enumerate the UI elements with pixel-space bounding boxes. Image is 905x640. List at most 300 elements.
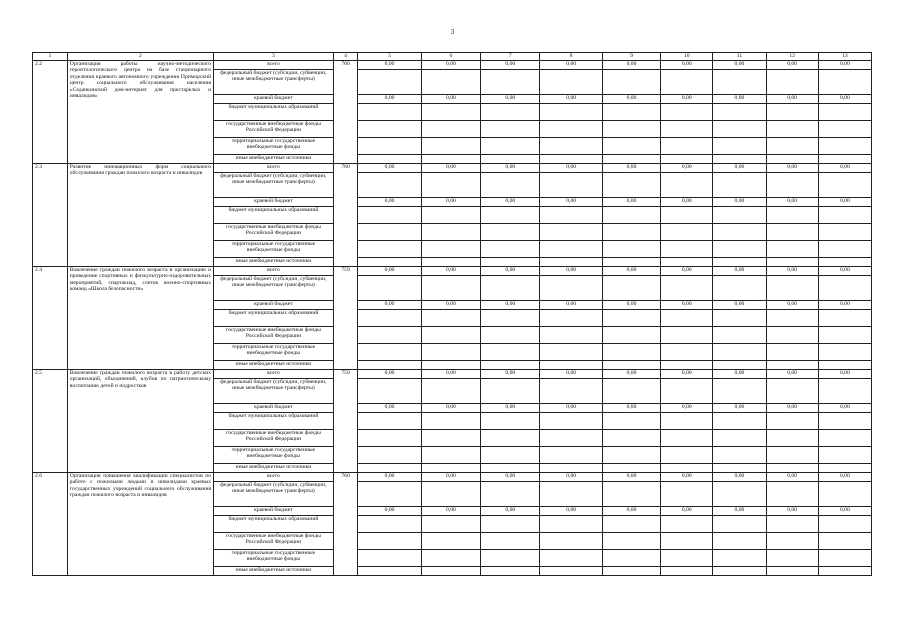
amount-cell: [358, 207, 421, 224]
amount-cell: [818, 533, 871, 550]
amount-cell: 0,00: [661, 95, 713, 104]
amount-cell: [602, 516, 660, 533]
amount-cell: [421, 482, 480, 507]
amount-cell: [421, 155, 480, 164]
amount-cell: 0,00: [818, 404, 871, 413]
amount-cell: 0,00: [766, 61, 818, 70]
amount-cell: [766, 310, 818, 327]
amount-cell: [481, 241, 540, 258]
amount-cell: [818, 567, 871, 576]
amount-cell: [421, 430, 480, 447]
amount-cell: 0,00: [602, 198, 660, 207]
amount-cell: [766, 121, 818, 138]
funding-source: федеральный бюджет (субсидии, субвенции, иные межбюджетные трансферты): [214, 70, 334, 95]
amount-cell: 0,00: [540, 370, 602, 379]
amount-cell: [421, 121, 480, 138]
amount-cell: [540, 516, 602, 533]
amount-cell: [818, 310, 871, 327]
amount-cell: [661, 344, 713, 361]
grbs-code: 760: [333, 164, 358, 267]
amount-cell: 0,00: [602, 370, 660, 379]
amount-cell: [602, 379, 660, 404]
amount-cell: [358, 224, 421, 241]
amount-cell: [358, 482, 421, 507]
column-header: 13: [818, 53, 871, 61]
amount-cell: [602, 413, 660, 430]
amount-cell: [540, 361, 602, 370]
amount-cell: [481, 104, 540, 121]
amount-cell: [421, 104, 480, 121]
amount-cell: [540, 258, 602, 267]
amount-cell: [602, 550, 660, 567]
amount-cell: [713, 310, 766, 327]
amount-cell: [421, 361, 480, 370]
amount-cell: [818, 516, 871, 533]
amount-cell: [358, 310, 421, 327]
amount-cell: [661, 379, 713, 404]
amount-cell: [766, 155, 818, 164]
amount-cell: [766, 173, 818, 198]
amount-cell: [481, 173, 540, 198]
amount-cell: [661, 310, 713, 327]
amount-cell: [421, 413, 480, 430]
amount-cell: [766, 241, 818, 258]
amount-cell: [713, 241, 766, 258]
amount-cell: 0,00: [481, 61, 540, 70]
amount-cell: [713, 482, 766, 507]
grbs-code: 760: [333, 473, 358, 576]
amount-cell: 0,00: [818, 61, 871, 70]
amount-cell: 0,00: [661, 507, 713, 516]
funding-source: иные внебюджетные источники: [214, 464, 334, 473]
amount-cell: [602, 104, 660, 121]
amount-cell: [602, 276, 660, 301]
amount-cell: [766, 413, 818, 430]
amount-cell: [358, 344, 421, 361]
amount-cell: 0,00: [713, 370, 766, 379]
amount-cell: [481, 70, 540, 95]
column-header: 4: [333, 53, 358, 61]
amount-cell: [358, 464, 421, 473]
section-name: Организация повышения квалификации специалистов по работе с пожилыми людьми и инвалидами краевых государственных учреждений социального обслуживания граждан пожилого возраста и инвалидов: [67, 473, 213, 576]
amount-cell: [661, 516, 713, 533]
column-header: 9: [602, 53, 660, 61]
amount-cell: 0,00: [766, 370, 818, 379]
amount-cell: 0,00: [540, 95, 602, 104]
amount-cell: [421, 447, 480, 464]
column-header: 11: [713, 53, 766, 61]
amount-cell: [766, 361, 818, 370]
amount-cell: [421, 173, 480, 198]
amount-cell: [540, 207, 602, 224]
amount-cell: [602, 344, 660, 361]
amount-cell: [713, 430, 766, 447]
amount-cell: [540, 327, 602, 344]
amount-cell: [818, 70, 871, 95]
amount-cell: [766, 379, 818, 404]
amount-cell: [661, 413, 713, 430]
section-name: Вовлечение граждан пожилого возраста в организацию и проведение спортивных и физкультурно-оздоровительных мероприятий, спартакиад, слетов военно-спортивных команд «Школа безопасности»: [67, 267, 213, 370]
amount-cell: [421, 379, 480, 404]
amount-cell: [540, 224, 602, 241]
amount-cell: [481, 482, 540, 507]
budget-table: [32, 52, 872, 576]
amount-cell: [421, 224, 480, 241]
amount-cell: [540, 276, 602, 301]
amount-cell: 0,00: [540, 404, 602, 413]
amount-cell: [540, 413, 602, 430]
amount-cell: [661, 464, 713, 473]
funding-source: федеральный бюджет (субсидии, субвенции, иные межбюджетные трансферты): [214, 173, 334, 198]
amount-cell: 0,00: [818, 507, 871, 516]
amount-cell: 0,00: [540, 198, 602, 207]
amount-cell: 0,00: [818, 267, 871, 276]
amount-cell: [713, 379, 766, 404]
funding-source: всего: [214, 473, 334, 482]
amount-cell: [713, 533, 766, 550]
amount-cell: [766, 70, 818, 95]
amount-cell: 0,00: [713, 301, 766, 310]
amount-cell: 0,00: [766, 301, 818, 310]
amount-cell: [818, 361, 871, 370]
amount-cell: [421, 70, 480, 95]
amount-cell: [481, 207, 540, 224]
column-header: 3: [214, 53, 334, 61]
amount-cell: [481, 516, 540, 533]
funding-source: краевой бюджет: [214, 404, 334, 413]
amount-cell: [818, 173, 871, 198]
amount-cell: 0,00: [661, 267, 713, 276]
amount-cell: 0,00: [713, 164, 766, 173]
amount-cell: 0,00: [540, 301, 602, 310]
amount-cell: 0,00: [661, 198, 713, 207]
amount-cell: 0,00: [358, 95, 421, 104]
amount-cell: 0,00: [421, 301, 480, 310]
amount-cell: 0,00: [818, 473, 871, 482]
amount-cell: [818, 155, 871, 164]
amount-cell: [602, 70, 660, 95]
amount-cell: [818, 379, 871, 404]
amount-cell: [713, 447, 766, 464]
amount-cell: [358, 361, 421, 370]
funding-source: краевой бюджет: [214, 507, 334, 516]
table-body: [33, 61, 872, 576]
funding-source: федеральный бюджет (субсидии, субвенции, иные межбюджетные трансферты): [214, 276, 334, 301]
amount-cell: [818, 121, 871, 138]
amount-cell: [818, 430, 871, 447]
funding-source: государственные внебюджетные фонды Российской Федерации: [214, 533, 334, 550]
amount-cell: 0,00: [602, 267, 660, 276]
amount-cell: [481, 276, 540, 301]
section-code: 2.3: [33, 164, 68, 267]
amount-cell: [540, 550, 602, 567]
amount-cell: [602, 430, 660, 447]
amount-cell: [540, 121, 602, 138]
amount-cell: [481, 430, 540, 447]
amount-cell: 0,00: [713, 95, 766, 104]
amount-cell: [766, 138, 818, 155]
funding-source: государственные внебюджетные фонды Российской Федерации: [214, 121, 334, 138]
amount-cell: 0,00: [661, 61, 713, 70]
column-header: 2: [67, 53, 213, 61]
funding-source: всего: [214, 164, 334, 173]
amount-cell: [766, 224, 818, 241]
amount-cell: 0,00: [766, 164, 818, 173]
amount-cell: 0,00: [421, 267, 480, 276]
amount-cell: [713, 567, 766, 576]
amount-cell: [602, 464, 660, 473]
amount-cell: [713, 121, 766, 138]
amount-cell: [481, 464, 540, 473]
amount-cell: [421, 464, 480, 473]
amount-cell: [661, 224, 713, 241]
funding-source: бюджет муниципальных образований: [214, 104, 334, 121]
amount-cell: 0,00: [421, 61, 480, 70]
column-header: 12: [766, 53, 818, 61]
amount-cell: 0,00: [818, 198, 871, 207]
amount-cell: [661, 138, 713, 155]
amount-cell: [421, 258, 480, 267]
amount-cell: 0,00: [713, 473, 766, 482]
funding-source: государственные внебюджетные фонды Российской Федерации: [214, 224, 334, 241]
amount-cell: [481, 533, 540, 550]
grbs-code: 759: [333, 267, 358, 370]
amount-cell: [713, 224, 766, 241]
amount-cell: 0,00: [421, 370, 480, 379]
amount-cell: [358, 550, 421, 567]
section-name: Организация работы научно-методического геронтологического центра на базе стационарного отделения краевого автономного учреждения Приморский центр социального обслуживания населения «Седанкинский дом-интернат для престарелых и инвалидов»: [67, 61, 213, 164]
amount-cell: [358, 276, 421, 301]
amount-cell: [602, 361, 660, 370]
amount-cell: [540, 447, 602, 464]
column-header: 6: [421, 53, 480, 61]
amount-cell: 0,00: [602, 507, 660, 516]
amount-cell: [713, 550, 766, 567]
amount-cell: 0,00: [481, 507, 540, 516]
amount-cell: [358, 138, 421, 155]
amount-cell: 0,00: [661, 164, 713, 173]
amount-cell: [661, 276, 713, 301]
funding-source: краевой бюджет: [214, 301, 334, 310]
amount-cell: 0,00: [818, 301, 871, 310]
amount-cell: [540, 138, 602, 155]
amount-cell: [661, 155, 713, 164]
amount-cell: [766, 276, 818, 301]
amount-cell: 0,00: [661, 301, 713, 310]
amount-cell: [661, 70, 713, 95]
amount-cell: [421, 310, 480, 327]
amount-cell: [358, 379, 421, 404]
section-code: 2.5: [33, 370, 68, 473]
amount-cell: [713, 516, 766, 533]
amount-cell: [766, 104, 818, 121]
amount-cell: [481, 310, 540, 327]
amount-cell: 0,00: [358, 164, 421, 173]
amount-cell: 0,00: [421, 473, 480, 482]
amount-cell: [818, 413, 871, 430]
amount-cell: [766, 258, 818, 267]
amount-cell: 0,00: [481, 370, 540, 379]
amount-cell: [818, 224, 871, 241]
amount-cell: [818, 482, 871, 507]
funding-source: территориальные государственные внебюджетные фонды: [214, 447, 334, 464]
amount-cell: [481, 379, 540, 404]
funding-source: федеральный бюджет (субсидии, субвенции, иные межбюджетные трансферты): [214, 482, 334, 507]
column-header: 8: [540, 53, 602, 61]
amount-cell: [766, 447, 818, 464]
amount-cell: [766, 482, 818, 507]
amount-cell: 0,00: [481, 404, 540, 413]
amount-cell: [421, 550, 480, 567]
funding-source: краевой бюджет: [214, 95, 334, 104]
amount-cell: [421, 138, 480, 155]
amount-cell: 0,00: [766, 507, 818, 516]
amount-cell: [481, 447, 540, 464]
amount-cell: [421, 207, 480, 224]
amount-cell: [540, 104, 602, 121]
amount-cell: [713, 361, 766, 370]
amount-cell: [481, 344, 540, 361]
amount-cell: [358, 70, 421, 95]
amount-cell: [713, 155, 766, 164]
funding-source: иные внебюджетные источники: [214, 258, 334, 267]
amount-cell: 0,00: [481, 267, 540, 276]
amount-cell: [602, 155, 660, 164]
funding-source: иные внебюджетные источники: [214, 567, 334, 576]
amount-cell: [602, 224, 660, 241]
funding-source: всего: [214, 267, 334, 276]
amount-cell: [421, 567, 480, 576]
amount-cell: [540, 533, 602, 550]
amount-cell: [481, 121, 540, 138]
amount-cell: 0,00: [481, 198, 540, 207]
amount-cell: 0,00: [481, 164, 540, 173]
funding-source: бюджет муниципальных образований: [214, 413, 334, 430]
amount-cell: 0,00: [713, 61, 766, 70]
amount-cell: 0,00: [713, 404, 766, 413]
amount-cell: [540, 430, 602, 447]
amount-cell: [358, 430, 421, 447]
amount-cell: [540, 155, 602, 164]
amount-cell: [421, 533, 480, 550]
amount-cell: 0,00: [540, 507, 602, 516]
amount-cell: [540, 344, 602, 361]
amount-cell: [358, 447, 421, 464]
amount-cell: [358, 121, 421, 138]
amount-cell: 0,00: [766, 267, 818, 276]
amount-cell: 0,00: [713, 507, 766, 516]
amount-cell: [713, 104, 766, 121]
table-row: [33, 61, 872, 70]
amount-cell: [602, 327, 660, 344]
amount-cell: [481, 327, 540, 344]
amount-cell: 0,00: [358, 473, 421, 482]
funding-source: бюджет муниципальных образований: [214, 207, 334, 224]
amount-cell: [358, 173, 421, 198]
amount-cell: 0,00: [818, 370, 871, 379]
amount-cell: [818, 550, 871, 567]
amount-cell: 0,00: [421, 164, 480, 173]
amount-cell: [358, 516, 421, 533]
amount-cell: [661, 567, 713, 576]
amount-cell: [818, 241, 871, 258]
amount-cell: [766, 464, 818, 473]
amount-cell: [540, 70, 602, 95]
grbs-code: 760: [333, 61, 358, 164]
amount-cell: [481, 567, 540, 576]
amount-cell: 0,00: [540, 164, 602, 173]
amount-cell: [602, 258, 660, 267]
amount-cell: 0,00: [818, 95, 871, 104]
amount-cell: 0,00: [481, 95, 540, 104]
amount-cell: 0,00: [358, 370, 421, 379]
amount-cell: 0,00: [358, 61, 421, 70]
amount-cell: 0,00: [540, 473, 602, 482]
section-name: Развитие инновационных форм социального обслуживания граждан пожилого возраста и инвалидов: [67, 164, 213, 267]
amount-cell: [481, 155, 540, 164]
funding-source: краевой бюджет: [214, 198, 334, 207]
amount-cell: [481, 138, 540, 155]
amount-cell: [602, 310, 660, 327]
table-row: [33, 267, 872, 276]
amount-cell: [602, 533, 660, 550]
amount-cell: 0,00: [602, 95, 660, 104]
column-header: 10: [661, 53, 713, 61]
funding-source: государственные внебюджетные фонды Российской Федерации: [214, 430, 334, 447]
amount-cell: 0,00: [421, 507, 480, 516]
amount-cell: [661, 361, 713, 370]
section-code: 2.6: [33, 473, 68, 576]
amount-cell: [602, 138, 660, 155]
amount-cell: [766, 516, 818, 533]
amount-cell: [602, 173, 660, 198]
amount-cell: [481, 413, 540, 430]
amount-cell: [540, 567, 602, 576]
amount-cell: [661, 430, 713, 447]
amount-cell: [540, 482, 602, 507]
amount-cell: 0,00: [766, 198, 818, 207]
amount-cell: [661, 104, 713, 121]
amount-cell: 0,00: [481, 301, 540, 310]
amount-cell: 0,00: [358, 301, 421, 310]
column-header-row: [33, 53, 872, 61]
amount-cell: [661, 207, 713, 224]
amount-cell: [358, 327, 421, 344]
amount-cell: [713, 138, 766, 155]
amount-cell: [540, 379, 602, 404]
amount-cell: [540, 310, 602, 327]
section-name: Вовлечение граждан пожилого возраста в работу детских организаций, объединений, клубов по патриотическому воспитанию детей и подростков: [67, 370, 213, 473]
amount-cell: [766, 533, 818, 550]
amount-cell: 0,00: [358, 198, 421, 207]
amount-cell: [818, 276, 871, 301]
amount-cell: [713, 207, 766, 224]
amount-cell: [818, 464, 871, 473]
amount-cell: 0,00: [661, 370, 713, 379]
amount-cell: 0,00: [713, 267, 766, 276]
amount-cell: 0,00: [540, 61, 602, 70]
amount-cell: 0,00: [766, 404, 818, 413]
amount-cell: [661, 482, 713, 507]
amount-cell: [713, 413, 766, 430]
amount-cell: [421, 516, 480, 533]
amount-cell: [481, 258, 540, 267]
column-header: 7: [481, 53, 540, 61]
amount-cell: [358, 413, 421, 430]
amount-cell: [818, 138, 871, 155]
amount-cell: [713, 327, 766, 344]
amount-cell: [661, 550, 713, 567]
